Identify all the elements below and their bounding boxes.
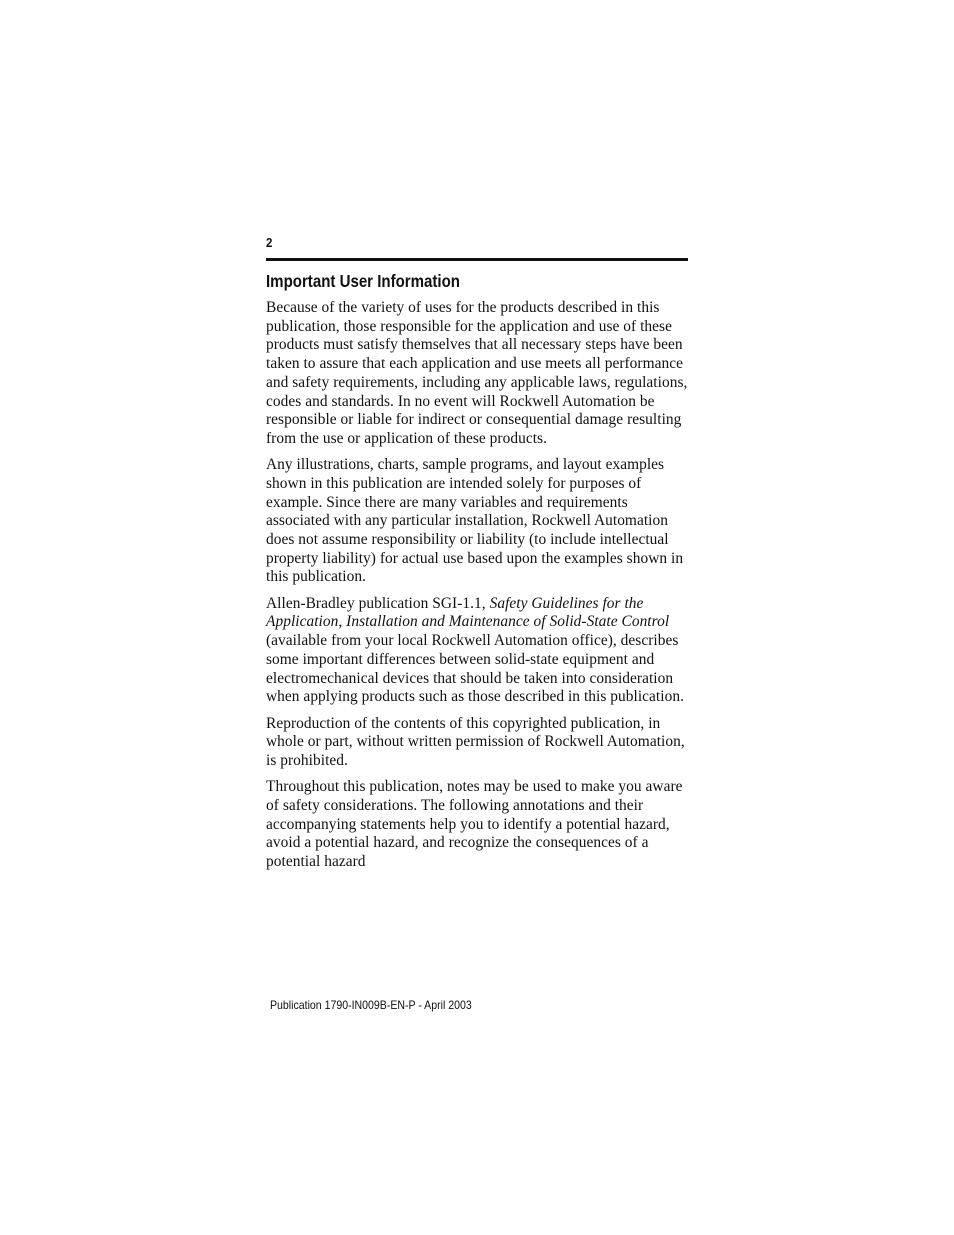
- publication-footer: Publication 1790-IN009B-EN-P - April 2003: [270, 998, 472, 1012]
- section-title: Important User Information: [266, 271, 460, 291]
- paragraph-guidelines: [266, 595, 688, 707]
- paragraph-copyright: Reproduction of the contents of this copyrighted publication, in whole or part, without written permission of Rockwell Automation, is prohibited.: [266, 714, 685, 769]
- guidelines-publication-title: Safety Guidelines for the Application, Installation and Maintenance of Solid-State Control: [266, 594, 670, 631]
- page-content: [266, 270, 688, 879]
- paragraph-liability: Because of the variety of uses for the products described in this publication, those responsible for the application and use of these products must satisfy themselves that all necessary steps have been taken to assure that each application and use meets all performance and safety requirements, including any applicable laws, regulations, codes and standards. In no event will Rockwell Automation be responsible or liable for indirect or consequential damage resulting from the use or application of these products.: [266, 299, 688, 447]
- paragraph-safety-notes: Throughout this publication, notes may be used to make you aware of safety considerations. The following annotations and their accompanying statements help you to identify a potential hazard, avoid a potential hazard, and recognize the consequences of a potential hazard: [266, 778, 683, 871]
- guidelines-prefix: Allen-Bradley publication SGI-1.1,: [266, 594, 490, 612]
- header-rule: [266, 258, 688, 261]
- page-number: 2: [266, 235, 273, 250]
- paragraph-examples: Any illustrations, charts, sample programs, and layout examples shown in this publication are intended solely for purposes of example. Since there are many variables and requirements associated with any particular installation, Rockwell Automation does not assume responsibility or liability (to include intellectual property liability) for actual use based upon the examples shown in this publication.: [266, 456, 684, 586]
- guidelines-suffix: (available from your local Rockwell Automation office), describes some important differences between solid-state equipment and electromechanical devices that should be taken into consideration when applying products such as those described in this publication.: [266, 632, 684, 706]
